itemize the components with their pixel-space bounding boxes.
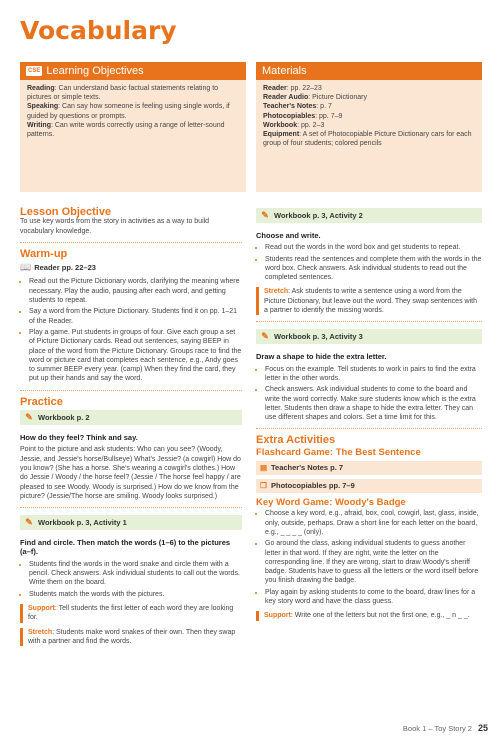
list-item: • Check answers. Ask individual students to come to the board and write the word correctly. Make sure students know which is the extra letter. Students then draw a shape to hide the extra letter. They can use different shapes and colors. Set a time limit for this. [265,385,482,422]
list-item: • Play again by asking students to come to the board, draw lines for a key story word and have the class guess. [265,588,482,607]
material-item: Equipment: A set of Photocopiable Picture Dictionary cars for each group of four students; colored pencils [263,131,472,148]
list-item: • Students match the words with the pictures. [29,590,242,599]
pencil-icon: ✎ [261,331,269,342]
activity-heading: Choose and write. [256,231,321,240]
pencil-icon: ✎ [25,517,33,528]
list-item: • Students find the words in the word snake and circle them with a pencil. Check answers. Ask individual students to call out the words. Write them on the board. [29,560,242,588]
notes-icon: ▤ [259,463,268,473]
workbook-banner: ✎ Workbook p. 3, Activity 3 [256,329,482,344]
photocopiables-ref: ❐ Photocopiables pp. 7–9 [256,479,482,493]
learning-objectives-box [20,62,246,192]
right-column [256,208,482,626]
page-footer [403,723,488,733]
page-title: Vocabulary [20,16,177,45]
activity-heading: Find and circle. Then match the words (1–6) to the pictures (a–f). [20,538,231,557]
material-item: Workbook: pp. 2–3 [263,121,325,129]
warmup-reader-ref: 📖 Reader pp. 22–23 [20,262,96,273]
workbook-banner: ✎ Workbook p. 3, Activity 1 [20,515,242,530]
workbook-banner: ✎ Workbook p. 2 [20,410,242,425]
pencil-icon: ✎ [25,412,33,423]
stretch-tip: Stretch: Students make word snakes of their own. Then they swap with a partner and find the words. [20,628,242,647]
activity-heading: Draw a shape to hide the extra letter. [256,352,387,362]
list-item: • Go around the class, asking individual students to guess another letter in that word. If they are right, write the letter on the corresponding line. If they are wrong, start to draw Woody's sheriff badge. Students have to guess all the letters or the word itself before you finish drawing the badge. [265,539,482,585]
activity-text: Point to the picture and ask students: Who can you see? (Woody, Jessie, and Jessie's horse/Bullseye) What's Jessie? (a cowgirl) How do you know? (She has a horse. She's wearing a cowgirl's clothes.) How do Jessie / Woody / the horse feel? (Jessie / The horse feel happy / are pleased to see Woody. Woody is surprised.) How do we know from the picture? (Jessie/The horse are smiling. Woody looks surprised.) [20,446,241,500]
support-tip: Support: Tell students the first letter of each word they are looking for. [20,604,242,623]
keyword-game-heading: Key Word Game: Woody's Badge [256,497,406,509]
activity-list [256,365,482,423]
objective-item: Speaking: Can say how someone is feeling using single words, if guided by questions or prompts. [27,103,230,120]
teachers-notes-ref: ▤ Teacher's Notes p. 7 [256,461,482,475]
divider [20,507,242,508]
divider [256,321,482,322]
left-column [20,208,242,651]
learning-objectives-heading: Learning Objectives [46,65,144,77]
material-item: Reader: pp. 22–23 [263,85,322,92]
activity-list [256,243,482,282]
list-item: • Say a word from the Picture Dictionary. Students find it on pp. 1–21 of the Reader. [29,307,242,326]
list-item: • Choose a key word, e.g., afraid, box, cool, cowgirl, last, glass, inside, only, outside, perhaps. Draw a short line for each letter on the board, e.g., _ _ _ _ (only). [265,509,482,537]
support-tip: Support: Write one of the letters but not the first one, e.g., _ n _ _. [256,611,482,620]
lesson-objective-heading: Lesson Objective [20,206,112,218]
activity-heading: How do they feel? Think and say. [20,433,138,443]
material-item: Reader Audio: Picture Dictionary [263,94,367,102]
objective-item: Writing: Can write words correctly using a range of letter-sound patterns. [27,121,225,139]
stretch-tip: Stretch: Ask students to write a sentence using a word from the Picture Dictionary, but leave out the word. They swap sentences with a partner to identify the missing words. [256,287,482,315]
material-item: Photocopiables: pp. 7–9 [263,112,343,120]
warmup-heading: Warm-up [20,247,68,260]
list-item: • Play a game. Put students in groups of four. Give each group a set of Picture Dictionary cards. Read out sentences, saying BEEP in place of the word from the Picture Dictionary. Groups race to find the word or picture card that completes each sentence, e.g., Andy goes to summer BEEP every year. (camp) When they find the card, they put up their hands and say the word. [29,328,242,384]
objective-item: Reading: Can understand basic factual statements relating to pictures or simple texts. [27,85,219,102]
list-item: • Read out the words in the word box and get students to repeat. [265,243,482,252]
page-number: 25 [477,723,488,733]
warmup-list [20,277,242,383]
workbook-banner: ✎ Workbook p. 3, Activity 2 [256,208,482,223]
divider [20,390,242,391]
learning-objectives-header [20,62,246,80]
materials-header: Materials [256,62,482,80]
flashcard-game-heading: Flashcard Game: The Best Sentence [256,446,421,458]
material-item: Teacher's Notes: p. 7 [263,103,332,111]
book-title: Book 1 – Toy Story 2 [402,724,472,733]
lesson-objective-text: To use key words from the story in activities as a way to build vocabulary knowledge. [20,218,210,235]
book-icon: 📖 [20,262,32,273]
activity-list [20,560,242,599]
practice-heading: Practice [20,395,63,408]
list-item: • Focus on the example. Tell students to work in pairs to find the extra letter in the other words. [265,365,482,384]
materials-box [256,62,482,192]
list-item: • Read out the Picture Dictionary words, clarifying the meaning where necessary. Play the audio, pausing after each word, and getting students to repeat. [29,277,242,305]
keyword-game-list [256,509,482,606]
list-item: • Students read the sentences and complete them with the words in the word box. Check answers. Ask individual students to read out the completed sentences. [265,255,482,283]
cse-badge: CSE [28,68,41,75]
divider [20,242,242,243]
extra-activities-heading: Extra Activities [256,434,336,447]
copy-icon: ❐ [260,481,267,491]
pencil-icon: ✎ [261,210,269,220]
divider [256,428,482,429]
